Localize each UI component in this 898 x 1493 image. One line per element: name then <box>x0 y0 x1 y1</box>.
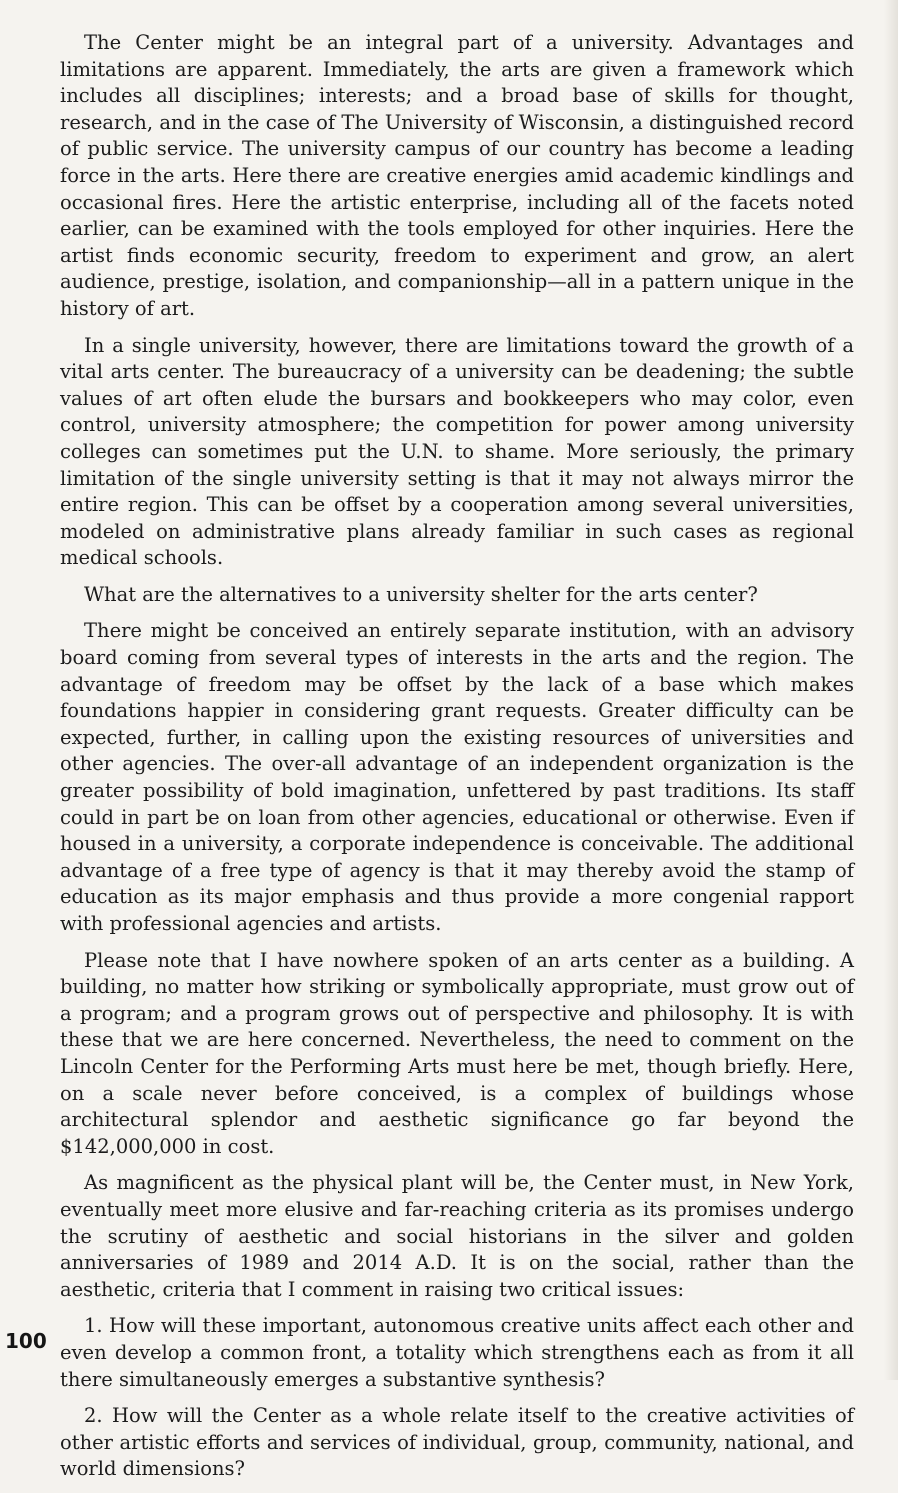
paragraph-university-integral: The Center might be an integral part of a university. Advantages and limitations are apparent. Immediately, the arts are given a framework which includes all disciplines; interests; and a broad base of skills for thought, research, and in the case of The University of Wisconsin, a distinguished record of public service. The university campus of our country has become a leading force in the arts. Here there are creative energies amid academic kindlings and occasional fires. Here the artistic enterprise, including all of the facets noted earlier, can be examined with the tools employed for other inquiries. Here the artist finds economic security, freedom to experiment and grow, an alert audience, prestige, isolation, and companionship—all in a pattern unique in the history of art. <box>60 31 854 320</box>
paragraph-physical-plant: As magnificent as the physical plant will be, the Center must, in New York, eventually meet more elusive and far-reaching criteria as its promises undergo the scrutiny of aesthetic and social historians in the silver and golden anniversaries of 1989 and 2014 A.D. It is on the social, rather than the aesthetic, criteria that I comment in raising two critical issues: <box>60 1171 854 1301</box>
paragraph-issue-one: 1. How will these important, autonomous creative units affect each other and even develop a common front, a totality which strengthens each as from it all there simultaneously emerges a substantive synthesis? <box>60 1314 854 1391</box>
paragraph-issue-two: 2. How will the Center as a whole relate itself to the creative activities of other artistic efforts and services of individual, group, community, national, and world dimensions? <box>60 1404 854 1481</box>
paragraph-alternatives-question: What are the alternatives to a university shelter for the arts center? <box>84 582 758 606</box>
paragraph-separate-institution: There might be conceived an entirely separate institution, with an advisory board coming from several types of interests in the arts and the region. The advantage of freedom may be offset by the lack of a base which makes foundations happier in considering grant requests. Greater difficulty can be expected, further, in calling upon the existing resources of universities and other agencies. The over-all advantage of an independent organization is the greater possibility of bold imagination, unfettered by past traditions. Its staff could in part be on loan from other agencies, educational or otherwise. Even if housed in a university, a corporate independence is conceivable. The additional advantage of a free type of agency is that it may thereby avoid the stamp of education as its major emphasis and thus provide a more congenial rapport with professional agencies and artists. <box>60 619 854 935</box>
paragraph-single-university-limitations: In a single university, however, there are limitations toward the growth of a vital arts center. The bureaucracy of a university can be deadening; the subtle values of art often elude the bursars and bookkeepers who may color, even control, university atmosphere; the competition for power among university colleges can sometimes put the U.N. to shame. More seriously, the primary limitation of the single university setting is that it may not always mirror the entire region. This can be offset by a cooperation among several universities, modeled on administrative plans already familiar in such cases as regional medical schools. <box>60 333 854 570</box>
paragraph-not-a-building: Please note that I have nowhere spoken of an arts center as a building. A building, no matter how striking or symbolically appropriate, must grow out of a program; and a program grows out of perspective and philosophy. It is with these that we are here concerned. Nevertheless, the need to comment on the Lincoln Center for the Performing Arts must here be met, though briefly. Here, on a scale never before conceived, is a complex of buildings whose architectural splendor and aesthetic significance go far beyond the $142,000,000 in cost. <box>60 948 854 1158</box>
page-number: 100 <box>5 1329 47 1353</box>
page-edge-shadow <box>884 0 898 1380</box>
body-text <box>60 30 854 1493</box>
